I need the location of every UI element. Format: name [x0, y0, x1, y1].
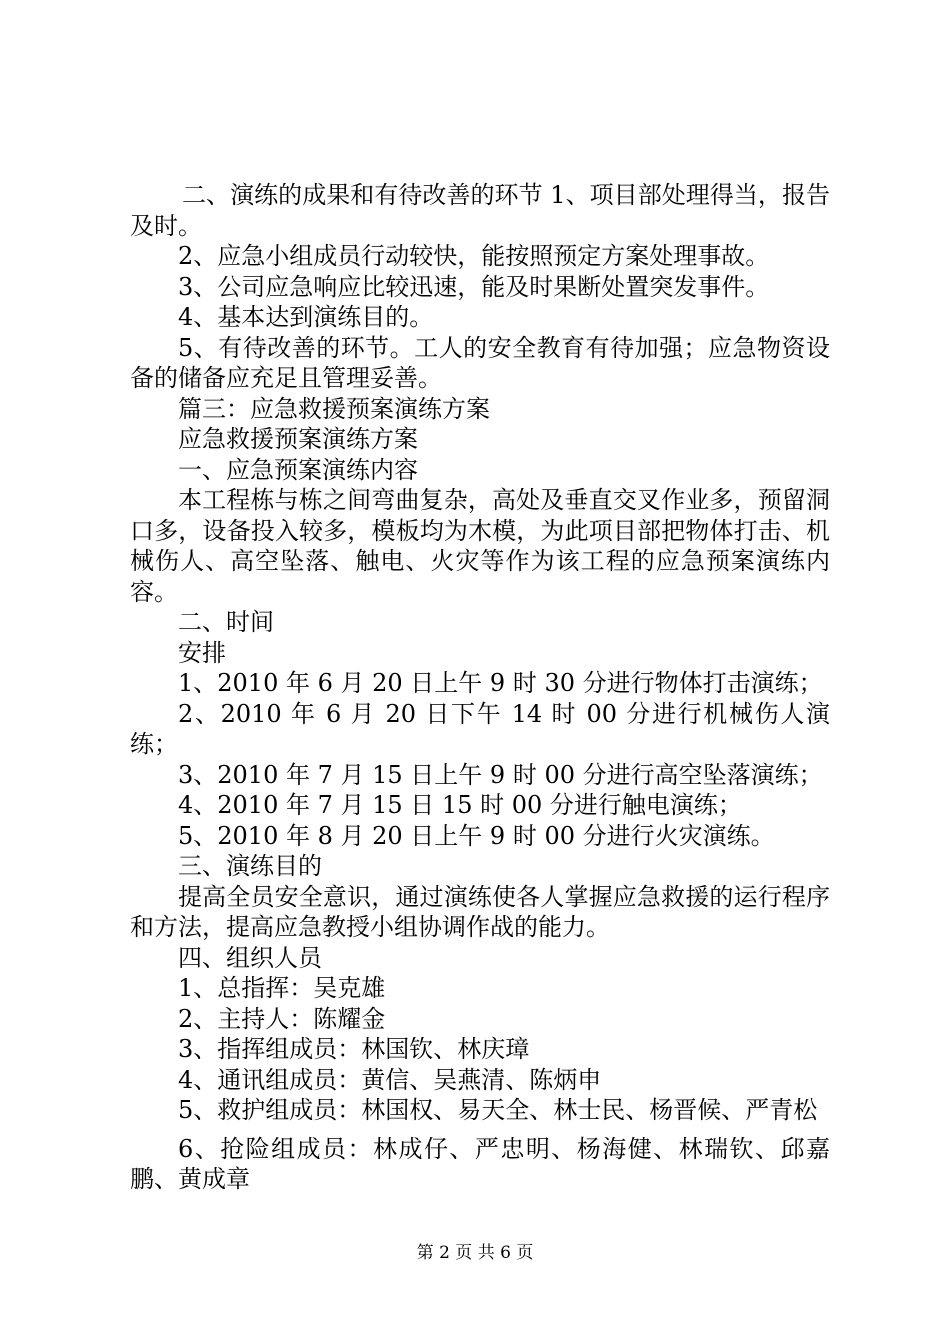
personnel-item: 2、主持人：陈耀金 — [178, 1004, 386, 1033]
paragraph: 二、演练的成果和有待改善的环节 1、项目部处理得当，报告及时。 — [130, 181, 830, 240]
section-title: 篇三：应急救援预案演练方案 — [178, 394, 490, 423]
section-heading: 三、演练目的 — [178, 852, 322, 880]
paragraph: 2、应急小组成员行动较快，能按照预定方案处理事故。 — [178, 242, 770, 270]
paragraph: 安排 — [178, 638, 226, 667]
section-heading: 四、组织人员 — [178, 943, 322, 972]
personnel-item: 5、救护组成员：林国权、易天全、林士民、杨晋候、严青松 — [178, 1096, 818, 1124]
schedule-item: 5、2010 年 8 月 20 日上午 9 时 00 分进行火灾演练。 — [178, 821, 775, 850]
personnel-item: 6、抢险组成员：林成仔、严忠明、杨海健、林瑞钦、邱嘉鹏、黄成章 — [130, 1134, 830, 1193]
document-body — [130, 180, 830, 1195]
paragraph: 本工程栋与栋之间弯曲复杂，高处及垂直交叉作业多，预留洞口多，设备投入较多，模板均为木模，为此项目部把物体打击、机械伤人、高空坠落、触电、火灾等作为该工程的应急预案演练内容。 — [130, 486, 830, 606]
document-title: 应急救援预案演练方案 — [178, 425, 418, 453]
schedule-item: 1、2010 年 6 月 20 日上午 9 时 30 分进行物体打击演练； — [178, 669, 823, 697]
page-footer: 第 2 页 共 6 页 — [416, 1243, 534, 1263]
personnel-item: 3、指挥组成员：林国钦、林庆璋 — [178, 1035, 530, 1063]
section-heading: 一、应急预案演练内容 — [178, 455, 418, 484]
paragraph: 5、有待改善的环节。工人的安全教育有待加强；应急物资设备的储备应充足且管理妥善。 — [130, 333, 830, 392]
personnel-item: 1、总指挥：吴克雄 — [178, 974, 386, 1002]
personnel-item: 4、通讯组成员：黄信、吴燕清、陈炳申 — [178, 1065, 602, 1094]
paragraph: 3、公司应急响应比较迅速，能及时果断处置突发事件。 — [178, 272, 770, 301]
schedule-item: 3、2010 年 7 月 15 日上午 9 时 00 分进行高空坠落演练； — [178, 760, 823, 789]
paragraph: 4、基本达到演练目的。 — [178, 303, 434, 331]
paragraph: 提高全员安全意识，通过演练使各人掌握应急救援的运行程序和方法，提高应急教授小组协调作战的能力。 — [130, 882, 830, 941]
schedule-item: 2、2010 年 6 月 20 日下午 14 时 00 分进行机械伤人演练； — [130, 699, 830, 758]
section-heading: 二、时间 — [178, 608, 274, 636]
schedule-item: 4、2010 年 7 月 15 日 15 时 00 分进行触电演练； — [178, 791, 742, 819]
